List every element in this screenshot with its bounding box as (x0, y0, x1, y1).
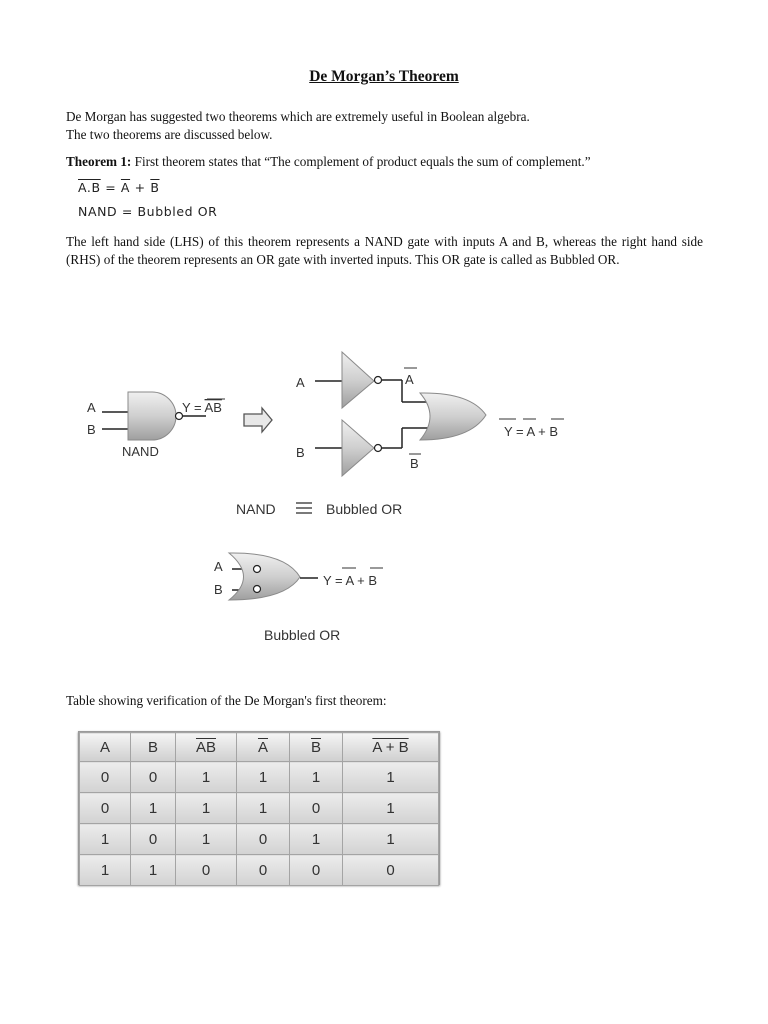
table-cell: 0 (290, 855, 343, 886)
table-cell: 1 (176, 824, 237, 855)
formula-lhs: A.B (78, 180, 101, 195)
table-cell: 1 (290, 824, 343, 855)
table-cell: 0 (131, 762, 176, 793)
equiv-left-label: NAND (236, 501, 276, 517)
table-cell: 1 (237, 793, 290, 824)
truth-table (79, 732, 439, 886)
table-cell: 1 (343, 793, 439, 824)
table-cell: 1 (290, 762, 343, 793)
table-cell: 0 (131, 824, 176, 855)
bubbled-input-b-label: B (214, 582, 223, 597)
table-cell: 1 (237, 762, 290, 793)
table-cell: 1 (343, 762, 439, 793)
table-row (80, 824, 439, 855)
table-cell: 0 (80, 793, 131, 824)
inverter-a-input-label: A (296, 375, 305, 390)
theorem-1-text: First theorem states that “The complement of product equals the sum of complement.” (131, 154, 591, 169)
equiv-right-label: Bubbled OR (326, 501, 403, 517)
bubbled-output-label: Y = A + B (323, 573, 378, 588)
inverter-b (296, 420, 428, 476)
intro-line-1: De Morgan has suggested two theorems which are extremely useful in Boolean algebra. (66, 109, 530, 124)
table-cell: 1 (80, 824, 131, 855)
theorem-1-explanation: The left hand side (LHS) of this theorem represents a NAND gate with inputs A and B, whereas the right hand side (RHS) of the theorem represents an OR gate with inverted inputs. This OR gate is called as Bubbled OR. (66, 234, 703, 267)
inverter-a-output-label: A (405, 372, 414, 387)
truth-table-header-row (80, 733, 439, 762)
formula-plus: + (130, 180, 151, 195)
table-cell: 1 (176, 793, 237, 824)
nand-gate (87, 392, 225, 459)
table-cell: 1 (131, 855, 176, 886)
table-caption: Table showing verification of the De Morgan's first theorem: (66, 693, 387, 708)
or-gate-output-label: Y = A + B (504, 424, 559, 439)
table-cell: 1 (176, 762, 237, 793)
table-row (80, 855, 439, 886)
or-gate (420, 393, 564, 440)
inverter-b-input-label: B (296, 445, 305, 460)
header-a-bar: $\overline{A}$ (237, 733, 290, 762)
table-cell: 0 (176, 855, 237, 886)
page-title: De Morgan’s Theorem (309, 68, 459, 85)
table-row (80, 793, 439, 824)
header-a-bar-plus-b-bar: A + B (343, 733, 439, 762)
header-b: B (131, 733, 176, 762)
bubbled-or-gate (214, 553, 383, 643)
table-row (80, 762, 439, 793)
table-cell: 1 (80, 855, 131, 886)
equivalence-statement (236, 501, 402, 517)
header-ab-bar: $\overline{AB}$ (176, 733, 237, 762)
nand-input-a-label: A (87, 400, 96, 415)
truth-table-container (78, 731, 440, 885)
table-cell: 0 (80, 762, 131, 793)
header-b-bar: $\overline{B}$ (290, 733, 343, 762)
header-a: A (80, 733, 131, 762)
theorem-1-label: Theorem 1: (66, 154, 132, 169)
nand-input-b-label: B (87, 422, 96, 437)
table-cell: 0 (237, 855, 290, 886)
table-cell: 0 (343, 855, 439, 886)
nand-output-label: Y = AB (182, 400, 222, 415)
table-cell: 0 (290, 793, 343, 824)
nand-gate-label: NAND (122, 444, 159, 459)
formula-line-2: NAND = Bubbled OR (78, 204, 218, 219)
bubbled-input-a-label: A (214, 559, 223, 574)
table-cell: 1 (343, 824, 439, 855)
formula-rhs-a: $\overline{A}$ (120, 180, 131, 195)
implies-arrow (244, 408, 272, 432)
table-cell: 0 (237, 824, 290, 855)
table-cell: 1 (131, 793, 176, 824)
inverter-b-output-label: B (410, 456, 419, 471)
intro-line-2: The two theorems are discussed below. (66, 126, 273, 142)
inverter-a (296, 352, 428, 408)
formula-rhs-b: $\overline{B}$ (150, 180, 160, 195)
bubbled-or-label: Bubbled OR (264, 627, 341, 643)
formula-eq: = (100, 180, 121, 195)
